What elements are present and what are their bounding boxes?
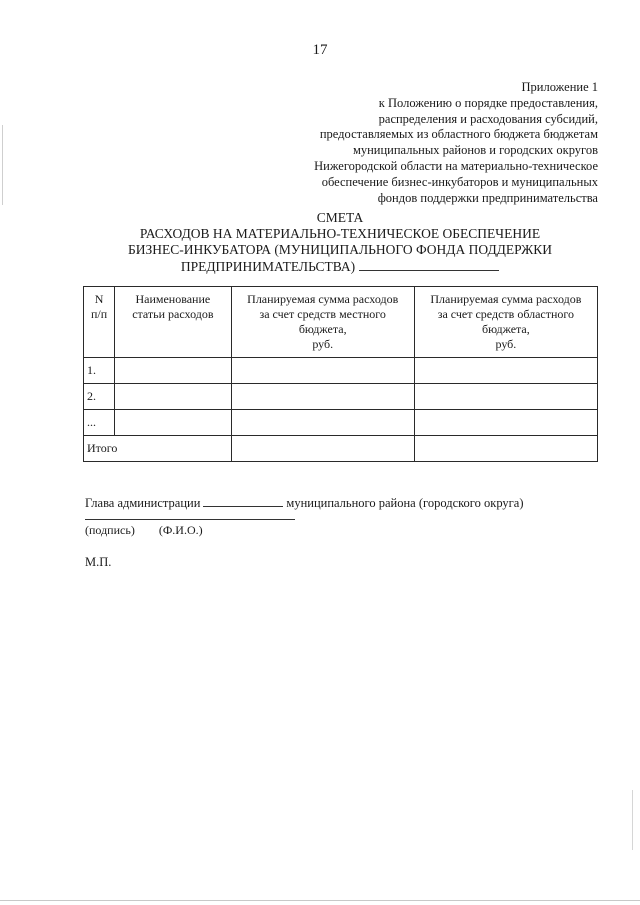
expense-item-cell[interactable] xyxy=(115,384,232,410)
total-local-cell[interactable] xyxy=(231,436,414,462)
page-bottom-edge xyxy=(0,900,640,901)
appendix-line: обеспечение бизнес-инкубаторов и муниципальных xyxy=(321,174,598,189)
appendix-line: к Положению о порядке предоставления, xyxy=(378,95,598,110)
document-title xyxy=(0,210,640,275)
signature-rule[interactable] xyxy=(85,519,295,520)
scan-edge-mark xyxy=(2,125,3,205)
header-text: Планируемая сумма расходов xyxy=(430,292,582,306)
row-number: 2. xyxy=(84,384,115,410)
appendix-line: Нижегородской области на материально-техническое xyxy=(314,158,598,173)
header-text: п/п xyxy=(90,307,108,321)
header-local-budget xyxy=(231,287,414,358)
local-budget-cell[interactable] xyxy=(231,384,414,410)
expense-item-cell[interactable] xyxy=(115,358,232,384)
local-budget-cell[interactable] xyxy=(231,410,414,436)
budget-table xyxy=(83,286,598,462)
regional-budget-cell[interactable] xyxy=(414,410,597,436)
header-text: за счет средств областного xyxy=(437,307,575,321)
district-label: муниципального района (городского округа) xyxy=(286,496,524,510)
total-regional-cell[interactable] xyxy=(414,436,597,462)
header-regional-budget xyxy=(414,287,597,358)
organization-name-blank[interactable] xyxy=(359,258,499,271)
appendix-note xyxy=(238,80,598,206)
header-text: Планируемая сумма расходов xyxy=(247,292,399,306)
title-line: РАСХОДОВ НА МАТЕРИАЛЬНО-ТЕХНИЧЕСКОЕ ОБЕСПЕЧЕНИЕ xyxy=(139,226,541,241)
head-label: Глава администрации xyxy=(85,496,201,510)
table-header-row xyxy=(84,287,598,358)
appendix-line: предоставляемых из областного бюджета бюджетам xyxy=(319,127,598,142)
stamp-placeholder: М.П. xyxy=(85,555,112,569)
table-row xyxy=(84,358,598,384)
header-item-name xyxy=(115,287,232,358)
signature-captions xyxy=(85,523,203,538)
title-line-with-blank xyxy=(0,258,640,275)
signature-block xyxy=(85,495,524,511)
table-total-row xyxy=(84,436,598,462)
appendix-line: Приложение 1 xyxy=(521,80,598,94)
header-text: за счет средств местного xyxy=(259,307,386,321)
header-text: Наименование xyxy=(135,292,211,306)
total-label: Итого xyxy=(84,436,232,462)
sign-caption: (подпись) xyxy=(85,523,135,537)
appendix-line: муниципальных районов и городских округов xyxy=(352,143,598,158)
page-number: 17 xyxy=(312,42,328,58)
expense-item-cell[interactable] xyxy=(115,410,232,436)
table-row xyxy=(84,410,598,436)
title-line: СМЕТА xyxy=(316,210,364,225)
header-text: статьи расходов xyxy=(132,307,214,321)
appendix-line: фондов поддержки предпринимательства xyxy=(377,190,598,205)
scan-edge-mark xyxy=(632,790,633,850)
row-number: 1. xyxy=(84,358,115,384)
title-line: БИЗНЕС-ИНКУБАТОРА (МУНИЦИПАЛЬНОГО ФОНДА ПОДДЕРЖКИ xyxy=(128,242,552,257)
header-text: N xyxy=(94,292,104,306)
district-name-blank[interactable] xyxy=(203,495,283,507)
regional-budget-cell[interactable] xyxy=(414,384,597,410)
table-row xyxy=(84,384,598,410)
header-text: бюджета, xyxy=(298,322,347,336)
title-line: ПРЕДПРИНИМАТЕЛЬСТВА) xyxy=(180,259,356,274)
header-text: руб. xyxy=(495,337,517,351)
fio-caption: (Ф.И.О.) xyxy=(158,523,203,537)
local-budget-cell[interactable] xyxy=(231,358,414,384)
header-number xyxy=(84,287,115,358)
regional-budget-cell[interactable] xyxy=(414,358,597,384)
header-text: руб. xyxy=(312,337,334,351)
header-text: бюджета, xyxy=(482,322,530,336)
row-number: ... xyxy=(84,410,115,436)
appendix-line: распределения и расходования субсидий, xyxy=(378,111,598,126)
